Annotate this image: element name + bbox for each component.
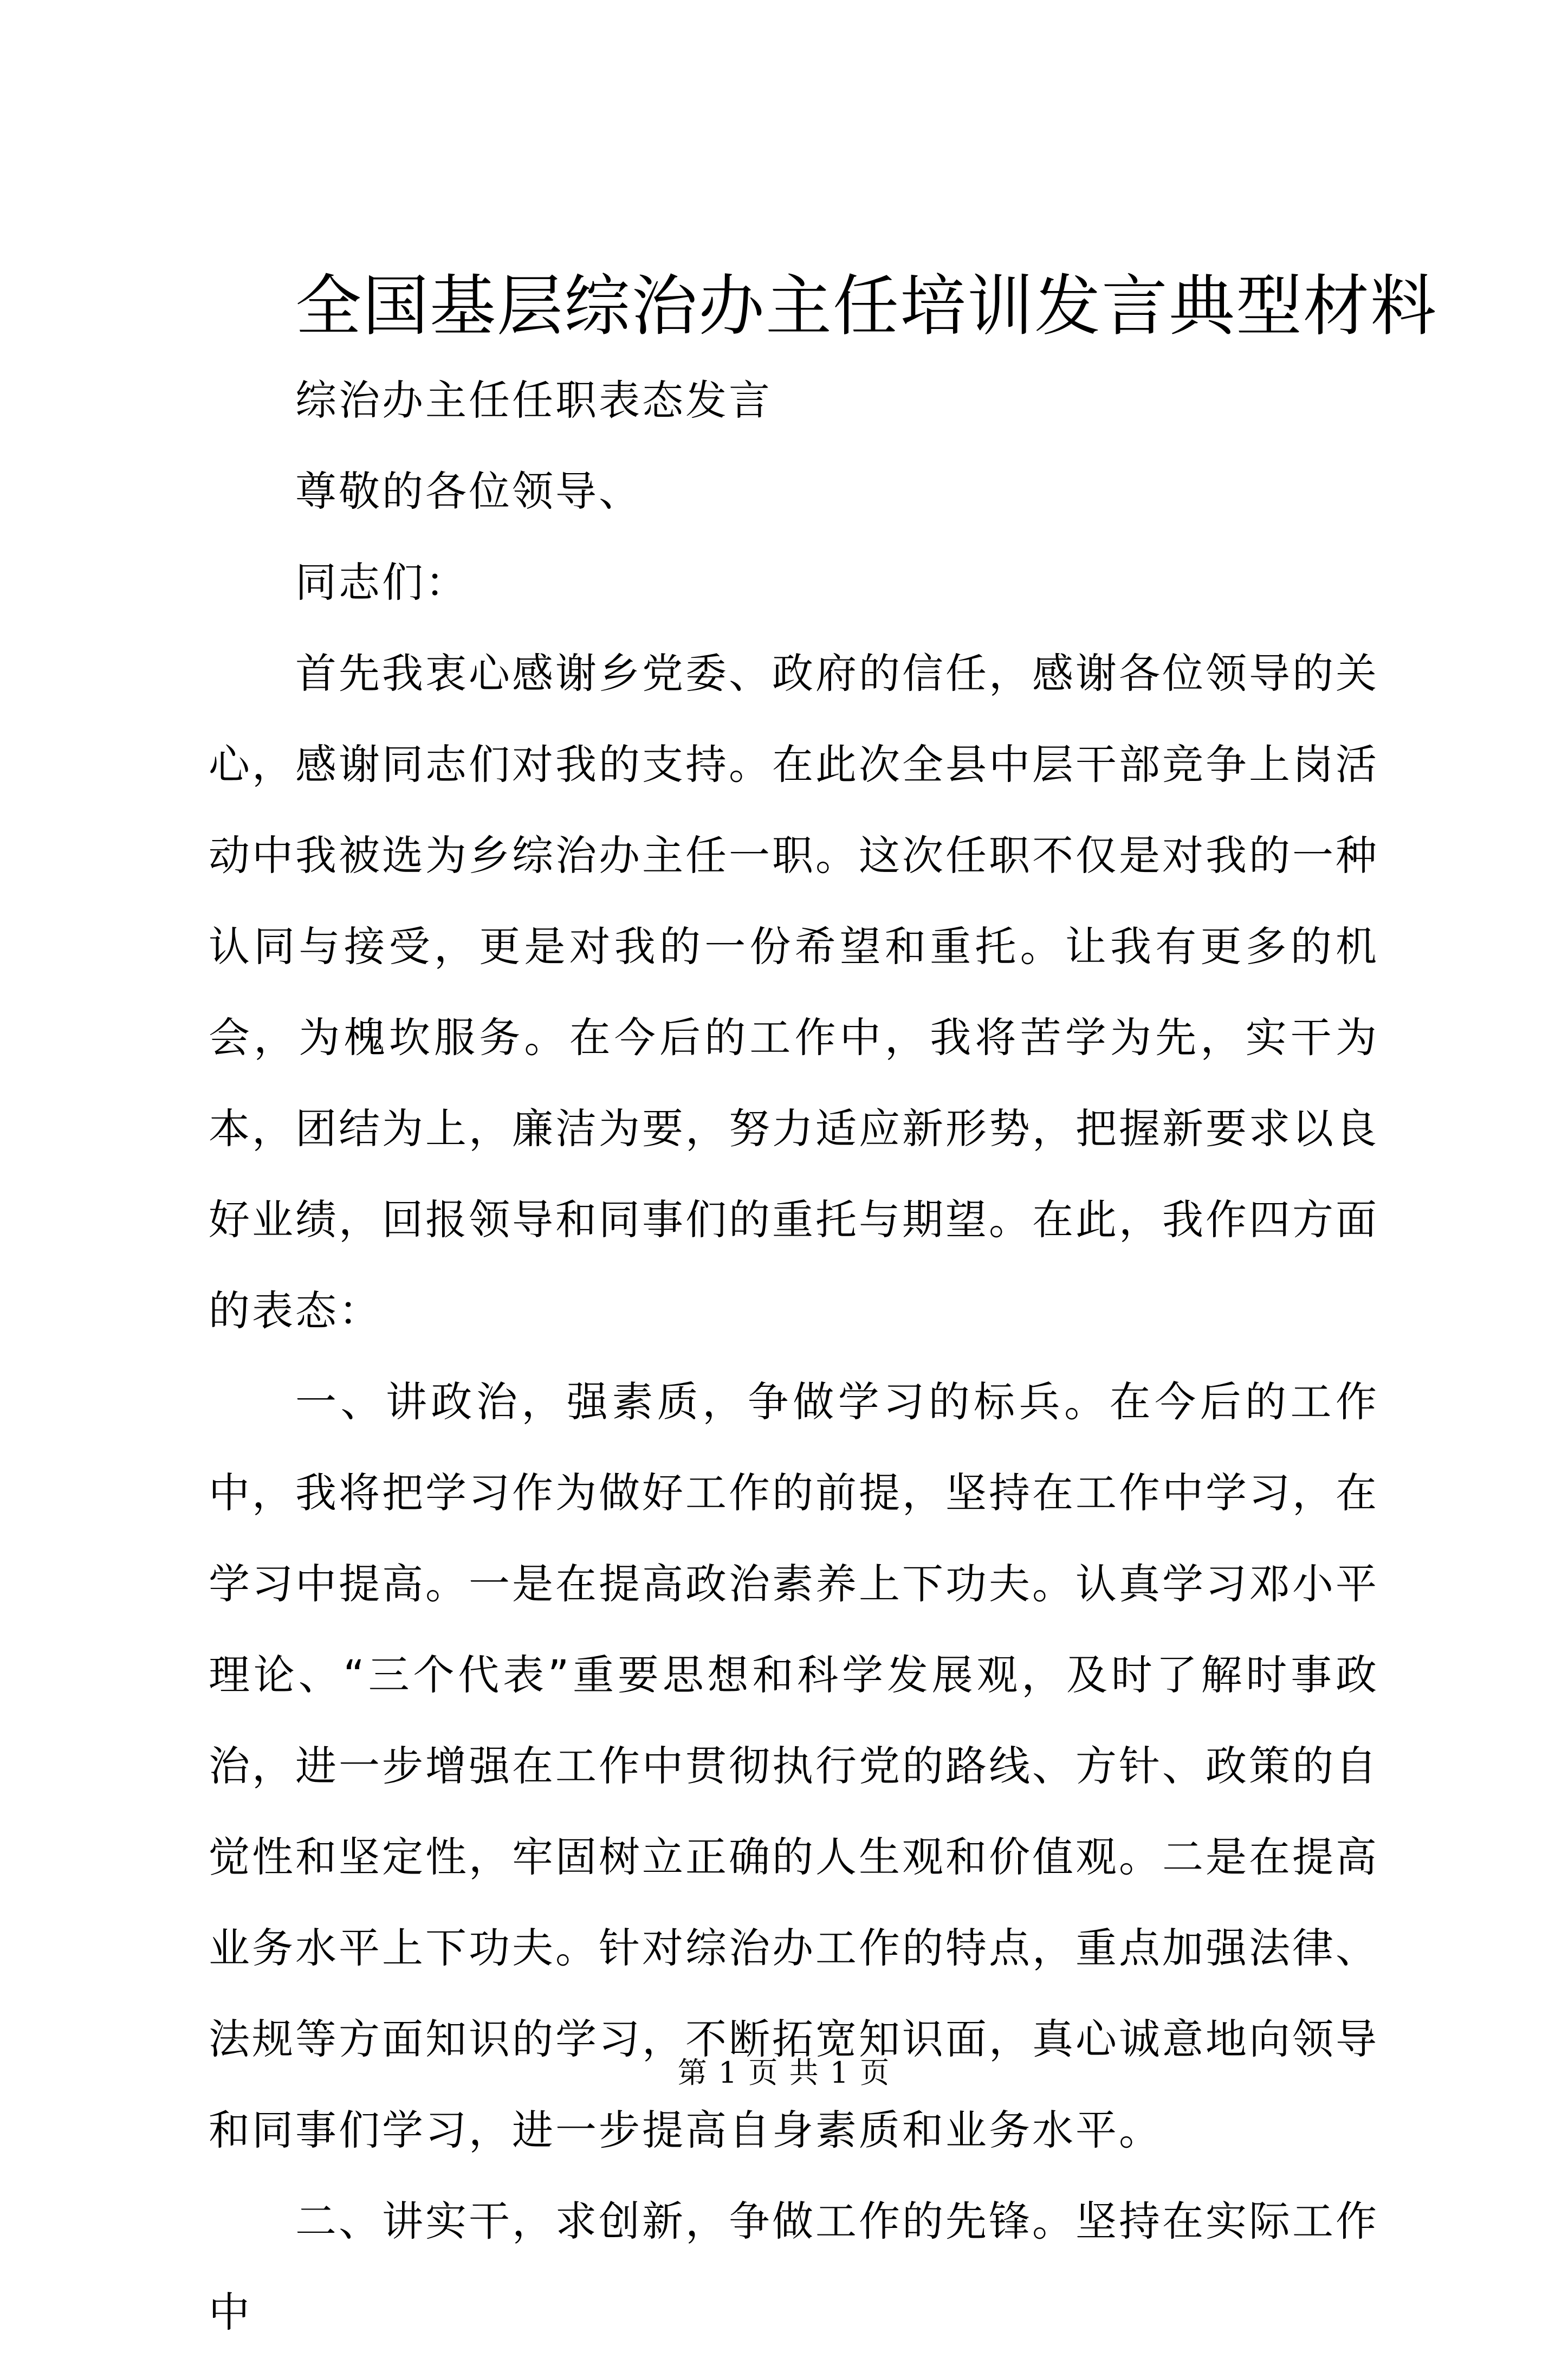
document-title: 全国基层综治办主任培训发言典型材料	[295, 268, 1437, 345]
body-paragraph: 首先我衷心感谢乡党委、政府的信任，感谢各位领导的关心，感谢同志们对我的支持。在此次全县中层干部竞争上岗活动中我被选为乡综治办主任一职。这次任职不仅是对我的一种认同与接受，更是对我的一份希望和重托。让我有更多的机会，为槐坎服务。在今后的工作中，我将苦学为先，实干为本，团结为上，廉洁为要，努力适应新形势，把握新要求以良好业绩，回报领导和同事们的重托与期望。在此，我作四方面的表态：	[209, 649, 1379, 1335]
speech-heading: 综治办主任任职表态发言	[295, 376, 772, 424]
salutation-line: 同志们：	[295, 558, 469, 606]
body-paragraph: 一、讲政治，强素质，争做学习的标兵。在今后的工作中，我将把学习作为做好工作的前提，坚持在工作中学习，在学习中提高。一是在提高政治素养上下功夫。认真学习邓小平理论、“三个代表”重要思想和科学发展观，及时了解时事政治，进一步增强在工作中贯彻执行党的路线、方针、政策的自觉性和坚定性，牢固树立正确的人生观和价值观。二是在提高业务水平上下功夫。针对综治办工作的特点，重点加强法律、法规等方面知识的学习，不断拓宽知识面，真心诚意地向领导和同事们学习，进一步提高自身素质和业务水平。	[209, 1378, 1379, 2154]
page-number-footer: 第 1 页 共 1 页	[677, 2056, 891, 2090]
salutation-line: 尊敬的各位领导、	[295, 467, 642, 515]
body-paragraph: 二、讲实干，求创新，争做工作的先锋。坚持在实际工作中	[209, 2197, 1379, 2336]
